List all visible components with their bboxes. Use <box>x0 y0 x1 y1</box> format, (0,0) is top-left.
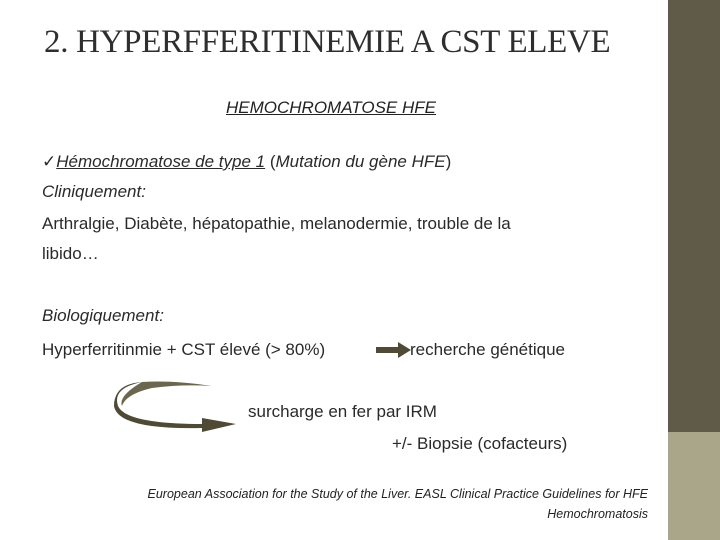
reference-citation <box>48 484 648 524</box>
paren-open: ( <box>265 152 276 171</box>
clinical-line-2: libido… <box>42 244 99 263</box>
bio-action-mri: surcharge en fer par IRM <box>248 402 437 421</box>
bullet-detail: Mutation du gène HFE <box>275 152 446 171</box>
bullet-line <box>42 152 451 172</box>
right-arrow-icon <box>376 341 412 359</box>
slide-subtitle: HEMOCHROMATOSE HFE <box>226 98 436 117</box>
paren-close: ) <box>445 152 452 171</box>
reference-line-2: Hemochromatosis <box>547 507 648 521</box>
bio-action-biopsy: +/- Biopsie (cofacteurs) <box>392 434 568 453</box>
curved-arrow-icon <box>112 378 242 434</box>
clinical-heading: Cliniquement: <box>42 182 146 201</box>
reference-line-1: European Association for the Study of the Liver. EASL Clinical Practice Guidelines for HFE <box>147 487 648 501</box>
clinical-line-1: Arthralgie, Diabète, hépatopathie, melanodermie, trouble de la <box>42 214 511 233</box>
bio-action-genetic: recherche génétique <box>410 340 566 359</box>
bullet-label: Hémochromatose de type 1 <box>56 152 266 171</box>
side-accent <box>668 432 720 540</box>
slide-title: 2. HYPERFFERITINEMIE A CST ELEVE <box>44 24 611 60</box>
bio-criteria: Hyperferritinmie + CST élevé (> 80%) <box>42 340 326 359</box>
checkmark-icon: ✓ <box>42 152 57 172</box>
bio-heading: Biologiquement: <box>42 306 164 325</box>
